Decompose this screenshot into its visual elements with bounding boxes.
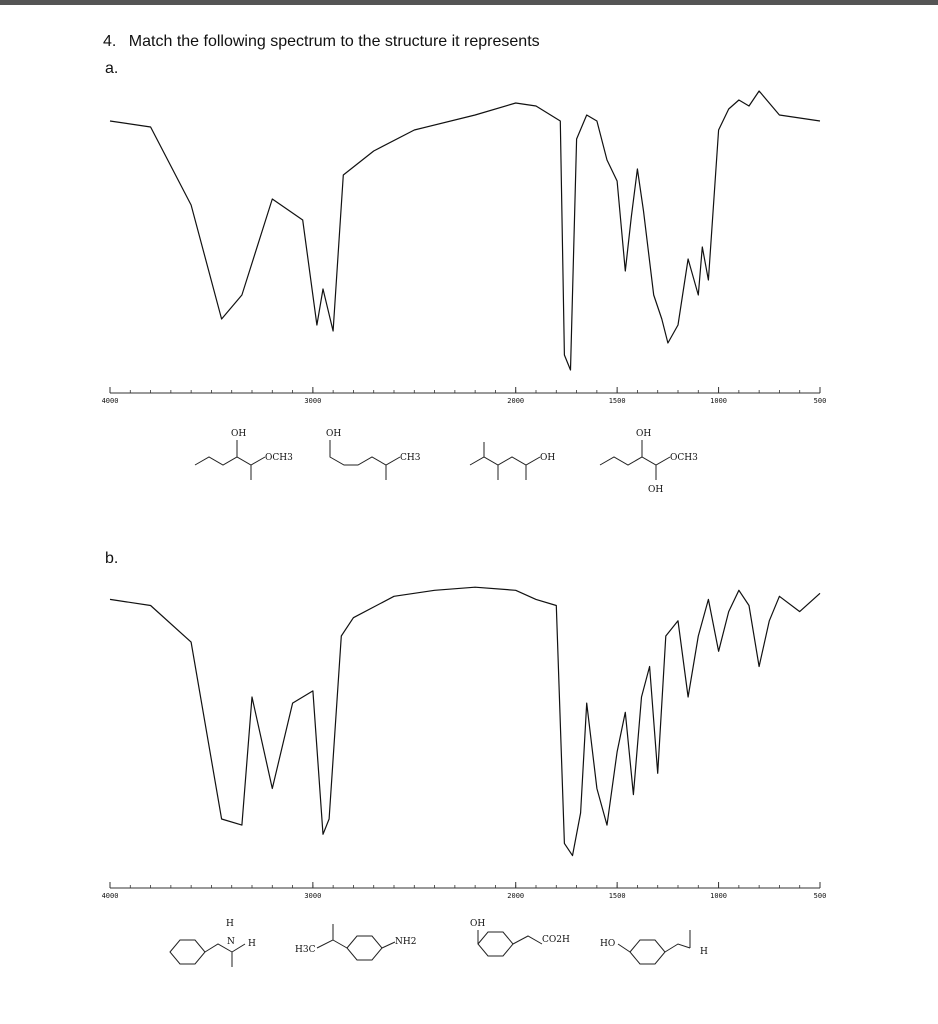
structure-b1[interactable] <box>170 919 256 967</box>
structures-b <box>100 912 830 992</box>
structure-b2[interactable] <box>295 924 416 960</box>
x-tick-label: 2000 <box>507 397 525 405</box>
structure-label: HO <box>600 939 616 949</box>
x-tick-label: 1000 <box>710 397 728 405</box>
structure-label: CH3 <box>400 453 421 463</box>
structure-label: OH <box>326 429 342 439</box>
x-tick-label: 1500 <box>608 892 626 900</box>
ir-spectrum-a <box>100 75 830 415</box>
structure-label: OH <box>648 485 664 495</box>
structure-label: OCH3 <box>265 453 293 463</box>
part-b-label: b. <box>105 550 119 567</box>
structure-label: H <box>248 939 256 949</box>
structure-b3[interactable] <box>470 919 570 956</box>
structure-label: OH <box>636 429 652 439</box>
structure-label: OCH3 <box>670 453 698 463</box>
part-a-label: a. <box>105 60 119 77</box>
spectrum-trace <box>110 587 820 855</box>
x-tick-label: 500 <box>813 892 827 900</box>
structure-a3[interactable] <box>470 442 555 480</box>
structure-b4[interactable] <box>600 930 708 964</box>
x-tick-label: 1000 <box>710 892 728 900</box>
structures-a <box>100 420 830 500</box>
structure-a2[interactable] <box>326 429 421 480</box>
structure-label: N <box>227 937 235 947</box>
structure-a1[interactable] <box>195 429 293 480</box>
question-title <box>103 33 540 51</box>
structure-label: OH <box>231 429 247 439</box>
x-tick-label: 3000 <box>304 892 322 900</box>
x-tick-label: 500 <box>813 397 827 405</box>
x-tick-label: 3000 <box>304 397 322 405</box>
structure-label: H <box>700 947 708 957</box>
structure-a4[interactable] <box>600 429 698 495</box>
x-tick-label: 4000 <box>101 892 119 900</box>
structure-label: OH <box>540 453 556 463</box>
ir-spectrum-b <box>100 565 830 910</box>
structure-label: H <box>226 919 234 929</box>
structure-label: CO2H <box>542 935 570 945</box>
top-border <box>0 0 938 5</box>
spectrum-trace <box>110 91 820 370</box>
x-tick-label: 4000 <box>101 397 119 405</box>
structure-label: OH <box>470 919 486 929</box>
question-text: Match the following spectrum to the structure it represents <box>128 33 540 50</box>
structure-label: H3C <box>295 945 316 955</box>
question-number: 4. <box>103 33 117 50</box>
x-tick-label: 2000 <box>507 892 525 900</box>
x-tick-label: 1500 <box>608 397 626 405</box>
structure-label: NH2 <box>395 937 417 947</box>
